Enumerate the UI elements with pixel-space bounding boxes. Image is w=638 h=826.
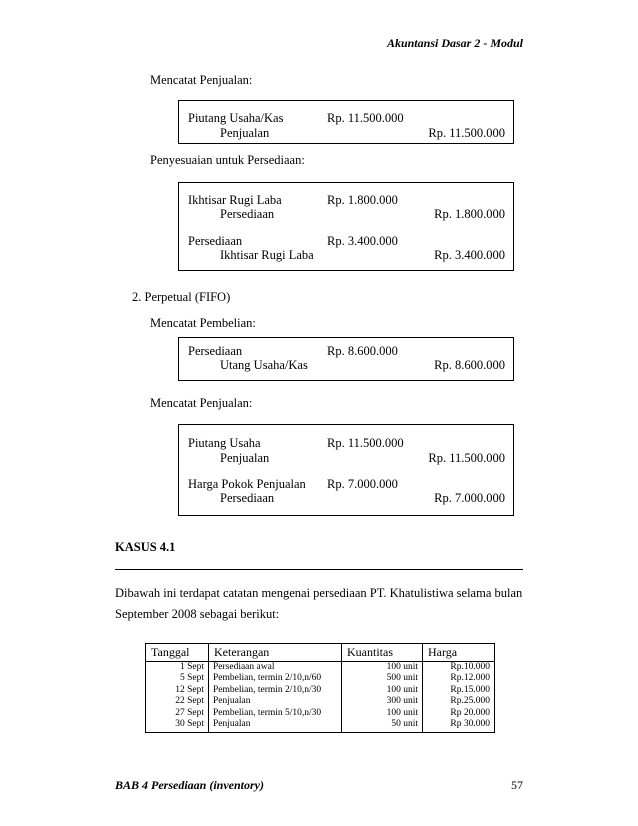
table-header-row: [146, 644, 495, 662]
credit-amount: Rp. 3.400.000: [434, 248, 505, 262]
debit-account: Piutang Usaha/Kas: [188, 111, 284, 125]
journal-line-debit: [179, 111, 513, 127]
debit-account: Ikhtisar Rugi Laba: [188, 193, 282, 207]
cell-tanggal: 30 Sept: [146, 719, 209, 733]
journal-box-penjualan-2: [178, 424, 514, 516]
credit-amount: Rp. 7.000.000: [434, 491, 505, 505]
debit-amount: Rp. 1.800.000: [327, 193, 398, 207]
table-row: [146, 696, 495, 707]
debit-account: Persediaan: [188, 234, 243, 248]
journal-line-credit: [179, 451, 513, 467]
cell-harga: Rp 20.000: [450, 707, 490, 718]
table-row: [146, 673, 495, 684]
debit-amount: Rp. 11.500.000: [327, 111, 404, 125]
cell-kuantitas: 300 unit: [342, 696, 423, 707]
credit-amount: Rp. 11.500.000: [428, 451, 505, 465]
kasus-paragraph-line-1: Dibawah ini terdapat catatan mengenai persediaan PT. Khatulistiwa selama bulan: [115, 586, 523, 600]
table-row: [146, 719, 495, 733]
debit-account: Harga Pokok Penjualan: [188, 477, 306, 491]
label-mencatat-penjualan-1: Mencatat Penjualan:: [150, 73, 253, 87]
credit-account: Utang Usaha/Kas: [220, 358, 308, 372]
cell-kuantitas: 100 unit: [342, 685, 423, 696]
inventory-table: [145, 643, 495, 733]
label-mencatat-pembelian: Mencatat Pembelian:: [150, 316, 256, 330]
page-header-title: Akuntansi Dasar 2 - Modul: [386, 36, 523, 50]
cell-tanggal: 12 Sept: [146, 685, 209, 696]
cell-keterangan: Pembelian, termin 2/10,n/60: [209, 673, 342, 684]
journal-line-credit: [179, 248, 513, 264]
kasus-title: KASUS 4.1: [115, 540, 176, 554]
credit-account: Penjualan: [220, 126, 270, 140]
cell-kuantitas: 50 unit: [342, 719, 423, 733]
table-row: [146, 708, 495, 719]
header-kuantitas: Kuantitas: [342, 644, 423, 662]
credit-amount: Rp. 11.500.000: [428, 126, 505, 140]
journal-box-penjualan-1: [178, 100, 514, 144]
credit-amount: Rp. 1.800.000: [434, 207, 505, 221]
cell-tanggal: 22 Sept: [146, 696, 209, 707]
debit-amount: Rp. 3.400.000: [327, 234, 398, 248]
perpetual-fifo-heading: 2. Perpetual (FIFO): [132, 290, 231, 304]
debit-amount: Rp. 7.000.000: [327, 477, 398, 491]
debit-account: Persediaan: [188, 344, 243, 358]
journal-line-credit: [179, 126, 513, 142]
cell-tanggal: 5 Sept: [146, 673, 209, 684]
table-row: [146, 685, 495, 696]
cell-tanggal: 1 Sept: [146, 662, 209, 674]
cell-harga: Rp.10.000: [450, 662, 490, 672]
credit-account: Persediaan: [220, 491, 275, 505]
label-penyesuaian-persediaan: Penyesuaian untuk Persediaan:: [150, 153, 305, 167]
cell-harga: Rp.15.000: [450, 684, 490, 695]
cell-keterangan: Pembelian, termin 5/10,n/30: [209, 708, 342, 719]
cell-keterangan: Penjualan: [209, 719, 342, 733]
journal-line-debit: [179, 436, 513, 452]
journal-line-credit: [179, 491, 513, 507]
cell-kuantitas: 100 unit: [342, 662, 423, 674]
cell-harga: Rp.12.000: [450, 673, 490, 684]
table-row: [146, 662, 495, 674]
cell-keterangan: Persediaan awal: [209, 662, 342, 674]
cell-kuantitas: 100 unit: [342, 708, 423, 719]
header-harga: Harga: [423, 644, 495, 662]
debit-account: Piutang Usaha: [188, 436, 261, 450]
kasus-paragraph-line-2: September 2008 sebagai berikut:: [115, 607, 280, 621]
section-divider: [115, 569, 523, 570]
journal-box-penyesuaian: [178, 182, 514, 271]
cell-keterangan: Penjualan: [209, 696, 342, 707]
journal-line-credit: [179, 207, 513, 223]
footer-page-number: 57: [511, 778, 523, 792]
footer-chapter-title: BAB 4 Persediaan (inventory): [115, 778, 264, 792]
cell-harga: Rp.25.000: [450, 696, 490, 707]
cell-tanggal: 27 Sept: [146, 708, 209, 719]
journal-box-pembelian: [178, 337, 514, 381]
header-tanggal: Tanggal: [146, 644, 209, 662]
cell-kuantitas: 500 unit: [342, 673, 423, 684]
cell-keterangan: Pembelian, termin 2/10,n/30: [209, 685, 342, 696]
cell-harga: Rp 30.000: [450, 719, 490, 730]
credit-account: Penjualan: [220, 451, 270, 465]
debit-amount: Rp. 11.500.000: [327, 436, 404, 450]
credit-amount: Rp. 8.600.000: [434, 358, 505, 372]
credit-account: Ikhtisar Rugi Laba: [220, 248, 314, 262]
header-keterangan: Keterangan: [209, 644, 342, 662]
journal-line-credit: [179, 358, 513, 374]
debit-amount: Rp. 8.600.000: [327, 344, 398, 358]
credit-account: Persediaan: [220, 207, 275, 221]
label-mencatat-penjualan-2: Mencatat Penjualan:: [150, 396, 253, 410]
